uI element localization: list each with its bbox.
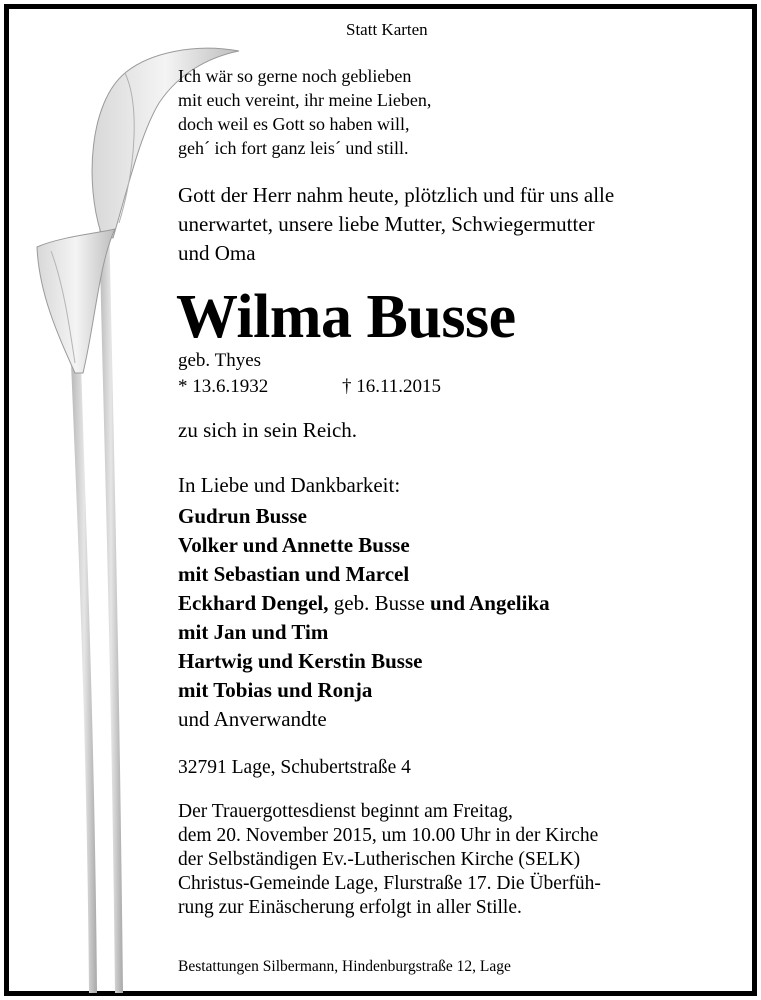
birth-name: geb. Thyes [178,350,262,371]
funeral-home-footer: Bestattungen Silbermann, Hindenburgstraße 12, Lage [178,958,511,975]
service-line: rung zur Einäscherung erfolgt in aller Stille. [178,897,522,918]
death-date: † 16.11.2015 [342,376,442,397]
life-dates [178,376,441,398]
mourner-line: Gudrun Busse [178,504,307,528]
intro-line: und Oma [178,241,256,265]
poem-line: mit euch vereint, ihr meine Lieben, [178,90,432,110]
mourner-line: mit Sebastian und Marcel [178,562,410,586]
deceased-name: Wilma Busse [176,283,516,351]
poem-line: Ich wär so gerne noch geblieben [178,66,412,86]
mourner-line: Hartwig und Kerstin Busse [178,649,423,673]
service-line: Christus-Gemeinde Lage, Flurstraße 17. Die Überfüh- [178,873,601,894]
service-line: der Selbständigen Ev.-Lutherischen Kirche (SELK) [178,849,581,870]
intro-line: unerwartet, unsere liebe Mutter, Schwiegermutter [178,212,595,236]
mourner-line: mit Tobias und Ronja [178,678,373,702]
birth-date: * 13.6.1932 [178,376,269,397]
mourner-line: Volker und Annette Busse [178,533,410,557]
closing-line: zu sich in sein Reich. [178,418,358,442]
mourner-birth-name: geb. Busse [328,591,431,615]
mourner-partner: und Angelika [430,591,550,615]
mourner-line [178,591,550,616]
mourner-line: mit Jan und Tim [178,620,329,644]
mourner-line-relatives: und Anverwandte [178,707,327,731]
poem-line: doch weil es Gott so haben will, [178,114,410,134]
poem-line: geh´ ich fort ganz leis´ und still. [178,138,409,158]
header-statt-karten: Statt Karten [346,20,428,39]
intro-line: Gott der Herr nahm heute, plötzlich und für uns alle [178,183,615,207]
mourners-heading: In Liebe und Dankbarkeit: [178,473,401,497]
service-line: dem 20. November 2015, um 10.00 Uhr in der Kirche [178,825,599,846]
service-line: Der Trauergottesdienst beginnt am Freitag, [178,801,513,822]
mourner-name: Eckhard Dengel, [178,591,329,615]
address: 32791 Lage, Schubertstraße 4 [178,757,411,778]
